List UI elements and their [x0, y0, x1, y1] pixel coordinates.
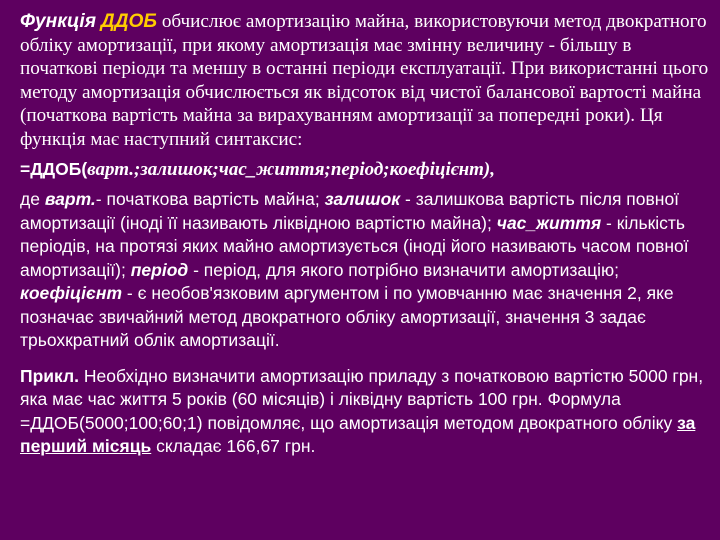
param-term-life: час_життя: [496, 212, 602, 233]
param-term-factor: коефіцієнт: [20, 283, 123, 303]
intro-text: обчислює амортизацію майна, використовуючи метод двократного обліку амортизації, при якому амортизація має змінну величину - більшу в початкові періоди та меншу в останні періоди експлуатації. При використанні цього методу амортизація обчислюється як відсоток від чистої балансової вартості майна (початкова вартість майна за вирахуванням амортизації за попередні роки). Ця функція має наступний синтаксис:: [20, 11, 709, 150]
example-text: Необхідно визначити амортизацію приладу з початковою вартістю 5000 грн, яка має час життя 5 років (60 місяців) і ліквідну вартість 100 грн. Формула =ДДОБ(5000;100;60;1) повідомляє, що амортизація методом двократного обліку: [20, 365, 704, 433]
param-term-cost: варт.: [44, 189, 96, 209]
slide-content: [20, 10, 710, 459]
param-term-period: період: [130, 259, 189, 280]
function-word: Функція: [20, 11, 96, 32]
param-text-salvage: - залишкова вартість після повної амортизації (іноді її називають ліквідною вартістю майна);: [20, 189, 680, 233]
function-name: ДДОБ: [100, 11, 158, 32]
params-lead: де: [20, 189, 40, 209]
param-text-period: - період, для якого потрібно визначити амортизацію;: [193, 259, 619, 280]
parameters-paragraph: [20, 188, 710, 353]
param-text-factor: - є необов'язковим аргументом і по умовчанню має значення 2, яке позначає звичайний метод двократного обліку амортизації, значення 3 задає трьохкратний облік амортизації.: [20, 283, 674, 350]
param-text-life: - кількість періодів, на протязі яких майно амортизується (іноді його називають часом повної амортизації);: [20, 212, 689, 280]
example-label: Прикл.: [20, 365, 79, 386]
param-term-salvage: залишок: [324, 189, 401, 209]
example-highlight: за перший місяць: [20, 412, 696, 456]
example-paragraph: [20, 365, 710, 459]
example-tail: складає 166,67 грн.: [156, 436, 316, 456]
intro-paragraph: [20, 10, 710, 151]
syntax-line: [20, 157, 710, 182]
syntax-args: варт.;залишок;час_життя;період;коефіцієнт),: [87, 159, 496, 180]
syntax-prefix: =ДДОБ(: [20, 159, 88, 179]
param-text-cost: - початкова вартість майна;: [95, 189, 320, 209]
